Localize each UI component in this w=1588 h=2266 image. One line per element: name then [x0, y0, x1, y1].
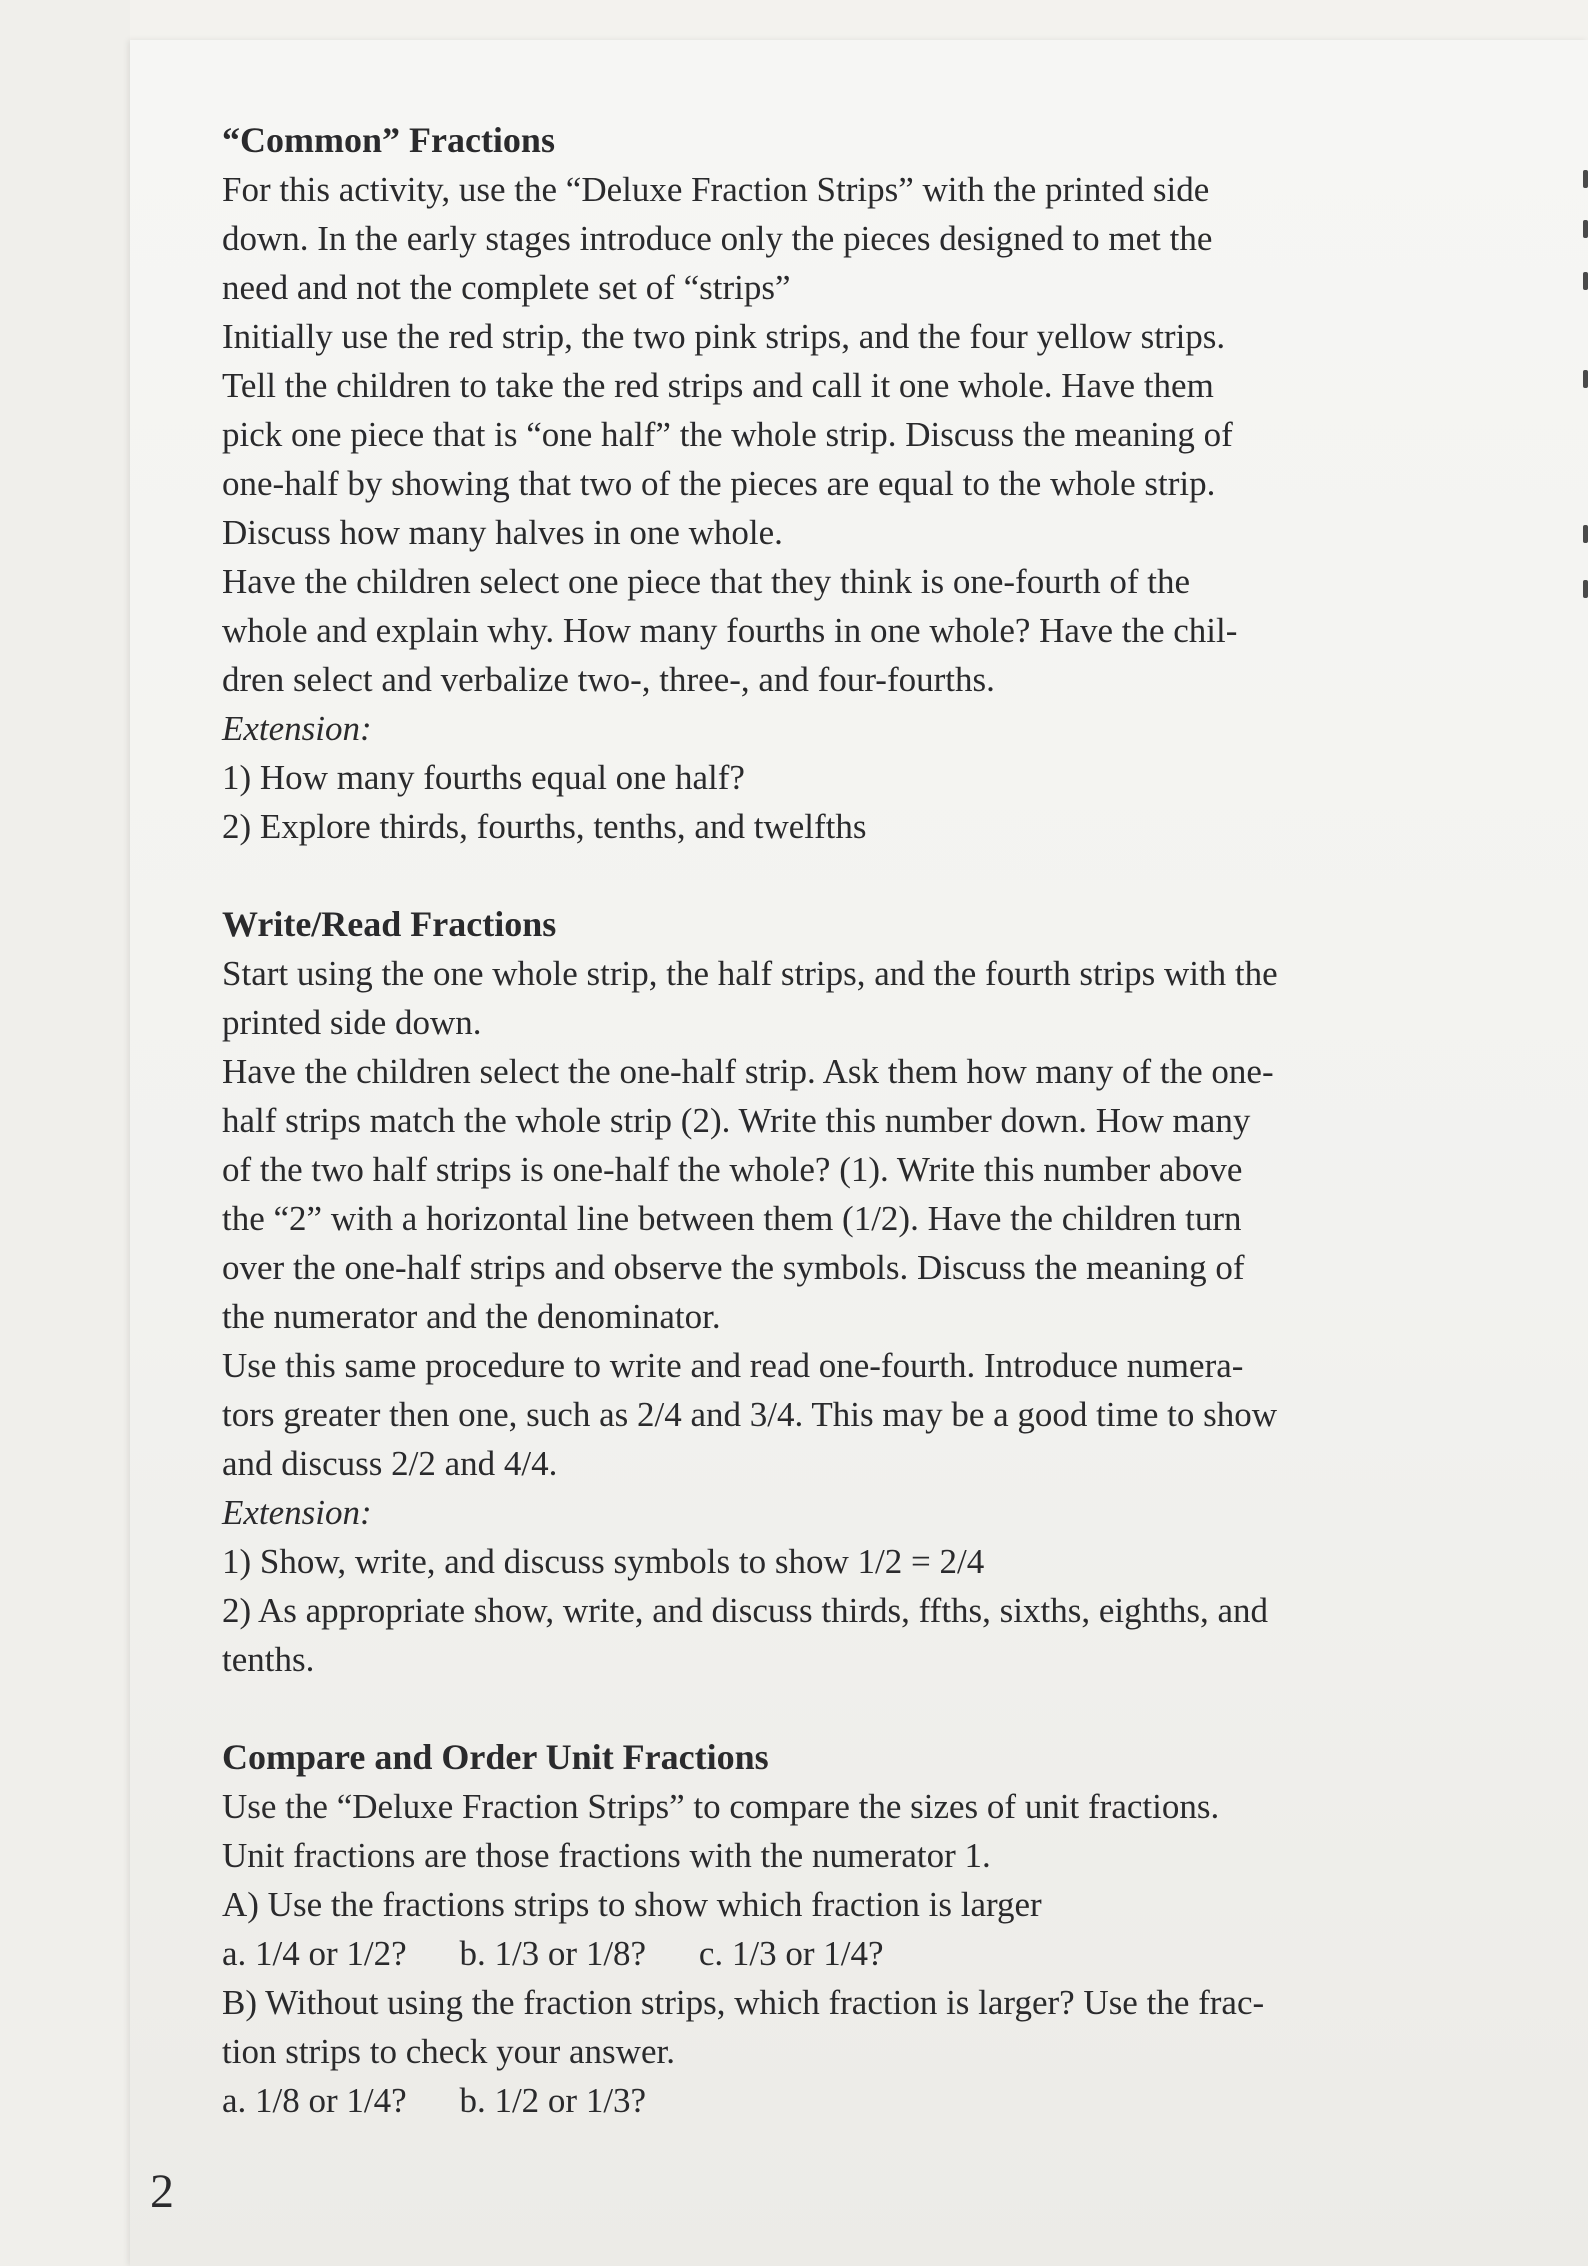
extension-item: 2) As appropriate show, write, and discuss thirds, ffths, sixths, eighths, and	[222, 1591, 1269, 1630]
paragraph-line: For this activity, use the “Deluxe Fraction Strips” with the printed side	[222, 170, 1210, 209]
paragraph-line: whole and explain why. How many fourths in one whole? Have the chil-	[222, 611, 1238, 650]
paragraph-line: Use this same procedure to write and read one-fourth. Introduce numera-	[222, 1346, 1244, 1385]
paragraph-line: dren select and verbalize two-, three-, and four-fourths.	[222, 660, 995, 699]
extension-item: 1) Show, write, and discuss symbols to show 1/2 = 2/4	[222, 1542, 985, 1581]
question: c. 1/3 or 1/4?	[698, 1934, 884, 1973]
paragraph-line: Use the “Deluxe Fraction Strips” to compare the sizes of unit fractions.	[222, 1787, 1220, 1826]
paragraph-line: Start using the one whole strip, the half strips, and the fourth strips with the	[222, 954, 1278, 993]
paragraph-line: Tell the children to take the red strips and call it one whole. Have them	[222, 366, 1214, 405]
question: a. 1/8 or 1/4?	[222, 2081, 407, 2120]
section-compare-order-unit-fractions	[222, 1733, 1472, 2125]
extension-item: tenths.	[222, 1640, 315, 1679]
page-edge-marks	[1582, 160, 1588, 1660]
paragraph-line: the numerator and the denominator.	[222, 1297, 721, 1336]
paragraph-line: and discuss 2/2 and 4/4.	[222, 1444, 558, 1483]
paragraph-line: over the one-half strips and observe the symbols. Discuss the meaning of	[222, 1248, 1245, 1287]
paragraph-line: Initially use the red strip, the two pink strips, and the four yellow strips.	[222, 317, 1226, 356]
left-page-margin	[0, 0, 130, 2266]
question: b. 1/2 or 1/3?	[459, 2081, 647, 2120]
extension-label: Extension:	[222, 709, 372, 748]
section-common-fractions	[222, 116, 1472, 851]
question-row-a	[222, 1929, 1472, 1978]
paragraph-line: pick one piece that is “one half” the whole strip. Discuss the meaning of	[222, 415, 1233, 454]
question: a. 1/4 or 1/2?	[222, 1934, 407, 1973]
paragraph-line: one-half by showing that two of the pieces are equal to the whole strip.	[222, 464, 1216, 503]
paragraph-line: Discuss how many halves in one whole.	[222, 513, 783, 552]
paragraph-line: B) Without using the fraction strips, which fraction is larger? Use the frac-	[222, 1983, 1265, 2022]
paragraph-line: printed side down.	[222, 1003, 482, 1042]
extension-item: 2) Explore thirds, fourths, tenths, and twelfths	[222, 807, 867, 846]
section-heading: “Common” Fractions	[222, 120, 555, 160]
paragraph-line: Unit fractions are those fractions with the numerator 1.	[222, 1836, 991, 1875]
paragraph-line: of the two half strips is one-half the whole? (1). Write this number above	[222, 1150, 1243, 1189]
document-content	[222, 116, 1472, 2125]
paragraph-line: tion strips to check your answer.	[222, 2032, 675, 2071]
paragraph-line: Have the children select the one-half strip. Ask them how many of the one-	[222, 1052, 1274, 1091]
extension-label: Extension:	[222, 1493, 372, 1532]
paragraph-line: A) Use the fractions strips to show which fraction is larger	[222, 1885, 1042, 1924]
paragraph-line: need and not the complete set of “strips”	[222, 268, 791, 307]
paragraph-line: down. In the early stages introduce only the pieces designed to met the	[222, 219, 1213, 258]
page-number: 2	[150, 2165, 174, 2218]
section-heading: Write/Read Fractions	[222, 904, 557, 944]
paragraph-line: Have the children select one piece that they think is one-fourth of the	[222, 562, 1190, 601]
section-heading: Compare and Order Unit Fractions	[222, 1737, 769, 1777]
paragraph-line: half strips match the whole strip (2). Write this number down. How many	[222, 1101, 1251, 1140]
question-row-b	[222, 2076, 1472, 2125]
paragraph-line: tors greater then one, such as 2/4 and 3/4. This may be a good time to show	[222, 1395, 1277, 1434]
section-write-read-fractions	[222, 900, 1472, 1684]
paragraph-line: the “2” with a horizontal line between them (1/2). Have the children turn	[222, 1199, 1242, 1238]
extension-item: 1) How many fourths equal one half?	[222, 758, 745, 797]
question: b. 1/3 or 1/8?	[459, 1934, 647, 1973]
